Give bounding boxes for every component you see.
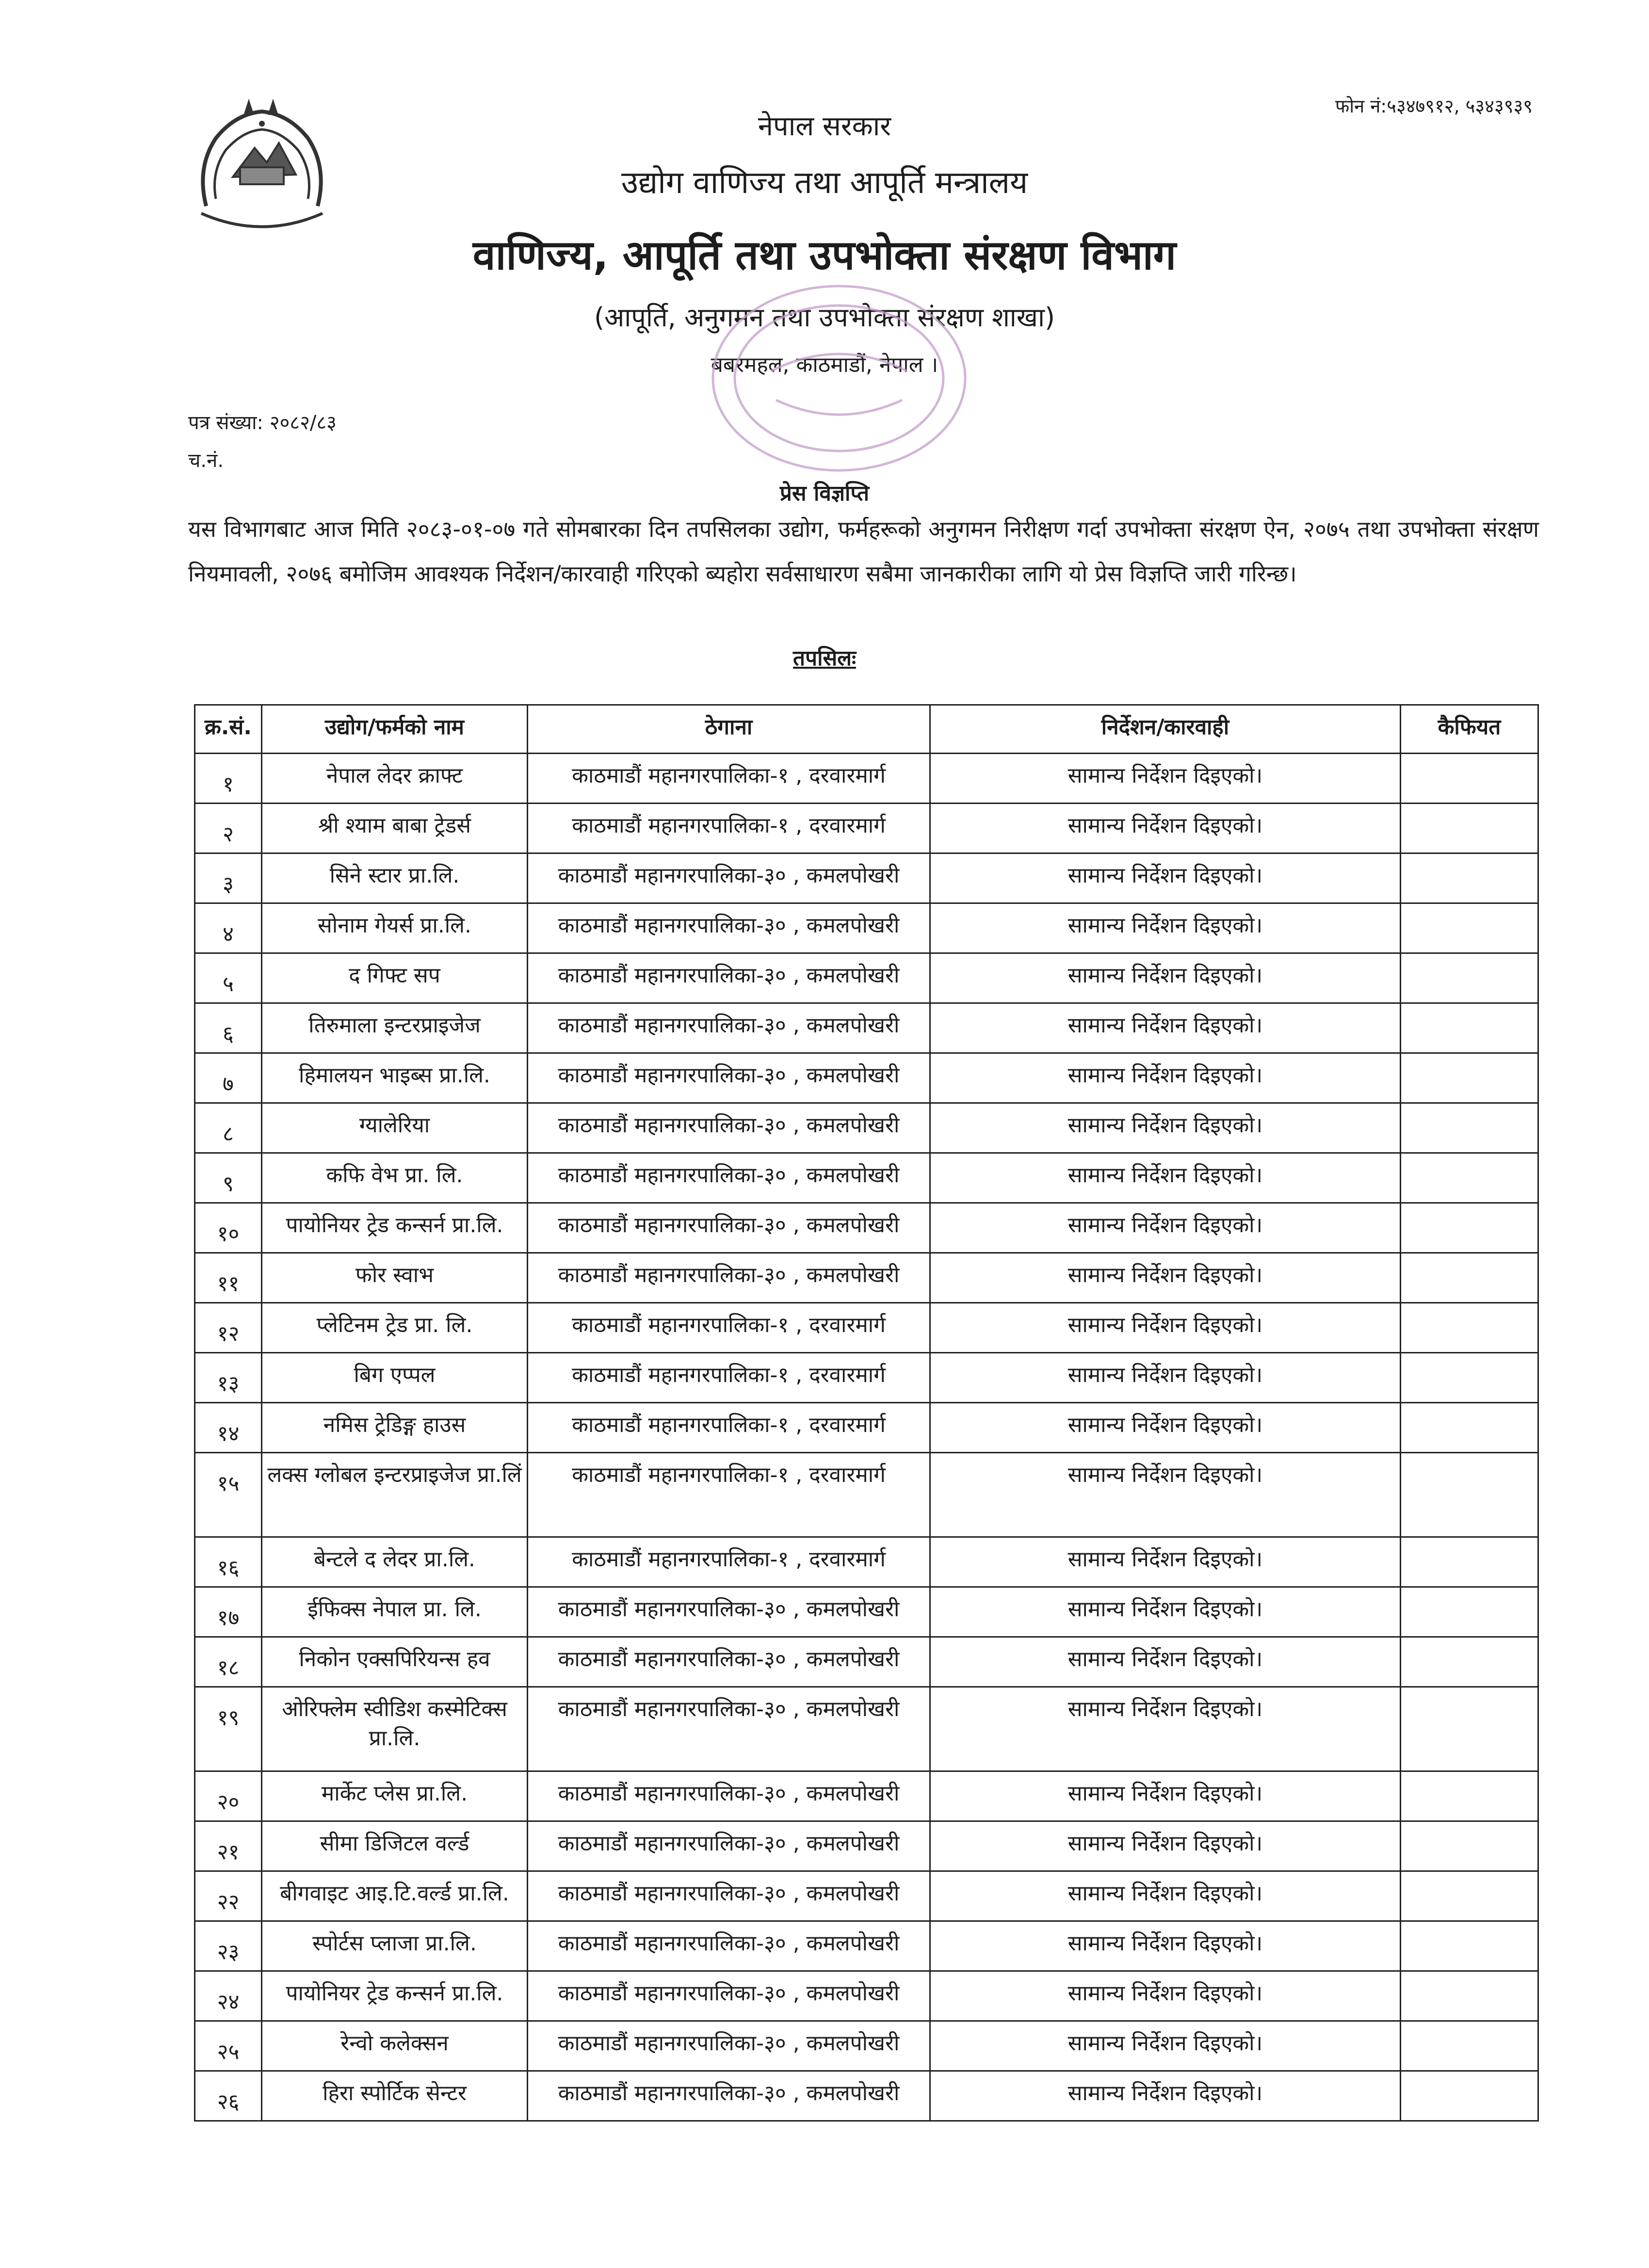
action-cell: सामान्य निर्देशन दिइएको। <box>930 1637 1401 1687</box>
address-cell: काठमाडौं महानगरपालिका-३० , कमलपोखरी <box>528 1003 930 1053</box>
firm-name-cell: सोनाम गेयर्स प्रा.लि. <box>262 903 528 953</box>
remarks-cell <box>1401 1771 1538 1821</box>
table-row <box>195 1153 1538 1203</box>
table-header-row <box>195 705 1538 754</box>
section-name: (आपूर्ति, अनुगमन तथा उपभोक्ता संरक्षण शाखा) <box>594 302 1055 333</box>
remarks-cell <box>1401 1453 1538 1537</box>
serial-cell: १० <box>195 1203 262 1253</box>
action-cell: सामान्य निर्देशन दिइएको। <box>930 804 1401 853</box>
action-cell: सामान्य निर्देशन दिइएको। <box>930 1771 1401 1821</box>
address-cell: काठमाडौं महानगरपालिका-३० , कमलपोखरी <box>528 2071 930 2121</box>
address-cell: काठमाडौं महानगरपालिका-३० , कमलपोखरी <box>528 1053 930 1103</box>
firm-name-cell: हिमालयन भाइब्स प्रा.लि. <box>262 1053 528 1103</box>
address-cell: काठमाडौं महानगरपालिका-३० , कमलपोखरी <box>528 1103 930 1153</box>
serial-cell: ४ <box>195 903 262 953</box>
address-cell: काठमाडौं महानगरपालिका-३० , कमलपोखरी <box>528 1821 930 1871</box>
remarks-cell <box>1401 853 1538 903</box>
table-row <box>195 1453 1538 1537</box>
address-cell: काठमाडौं महानगरपालिका-१ , दरवारमार्ग <box>528 1453 930 1537</box>
firm-name-cell: कफि वेभ प्रा. लि. <box>262 1153 528 1203</box>
remarks-cell <box>1401 1921 1538 1971</box>
serial-cell: ८ <box>195 1103 262 1153</box>
serial-cell: २० <box>195 1771 262 1821</box>
table-row <box>195 953 1538 1003</box>
serial-cell: ६ <box>195 1003 262 1053</box>
remarks-cell <box>1401 1587 1538 1637</box>
schedule-label: तपसिलः <box>793 646 856 671</box>
remarks-cell <box>1401 1303 1538 1353</box>
firm-name-cell: निकोन एक्सपिरियन्स हव <box>262 1637 528 1687</box>
table-row <box>195 1053 1538 1103</box>
table-row <box>195 1203 1538 1253</box>
firm-name-cell: श्री श्याम बाबा ट्रेडर्स <box>262 804 528 853</box>
table-row <box>195 1537 1538 1587</box>
firm-name-cell: पायोनियर ट्रेड कन्सर्न प्रा.लि. <box>262 1971 528 2021</box>
action-cell: सामान्य निर्देशन दिइएको। <box>930 1821 1401 1871</box>
remarks-cell <box>1401 1253 1538 1303</box>
table-row <box>195 853 1538 903</box>
firm-name-cell: स्पोर्टस प्लाजा प्रा.लि. <box>262 1921 528 1971</box>
action-cell: सामान्य निर्देशन दिइएको। <box>930 953 1401 1003</box>
action-cell: सामान्य निर्देशन दिइएको। <box>930 1103 1401 1153</box>
address-cell: काठमाडौं महानगरपालिका-३० , कमलपोखरी <box>528 953 930 1003</box>
remarks-cell <box>1401 1871 1538 1921</box>
remarks-cell <box>1401 1353 1538 1403</box>
firm-name-cell: लक्स ग्लोबल इन्टरप्राइजेज प्रा.लिं <box>262 1453 528 1537</box>
serial-cell: १३ <box>195 1353 262 1403</box>
serial-cell: १२ <box>195 1303 262 1353</box>
action-cell: सामान्य निर्देशन दिइएको। <box>930 1353 1401 1403</box>
address-cell: काठमाडौं महानगरपालिका-३० , कमलपोखरी <box>528 1771 930 1821</box>
table-row <box>195 1353 1538 1403</box>
table-row <box>195 1871 1538 1921</box>
remarks-cell <box>1401 1687 1538 1771</box>
firm-name-cell: नमिस ट्रेडिङ्ग हाउस <box>262 1403 528 1453</box>
action-cell: सामान्य निर्देशन दिइएको। <box>930 1153 1401 1203</box>
action-cell: सामान्य निर्देशन दिइएको। <box>930 1053 1401 1103</box>
firm-name-cell: हिरा स्पोर्टिक सेन्टर <box>262 2071 528 2121</box>
action-cell: सामान्य निर्देशन दिइएको। <box>930 853 1401 903</box>
remarks-cell <box>1401 2071 1538 2121</box>
letter-number: पत्र संख्या: २०८२/८३ <box>188 412 337 434</box>
table-row <box>195 1971 1538 2021</box>
remarks-cell <box>1401 1403 1538 1453</box>
table-row <box>195 1637 1538 1687</box>
firm-name-cell: फोर स्वाभ <box>262 1253 528 1303</box>
serial-cell: १ <box>195 754 262 804</box>
serial-cell: २२ <box>195 1871 262 1921</box>
remarks-cell <box>1401 1003 1538 1053</box>
table-row <box>195 1253 1538 1303</box>
serial-cell: १४ <box>195 1403 262 1453</box>
firm-name-cell: तिरुमाला इन्टरप्राइजेज <box>262 1003 528 1053</box>
address-cell: काठमाडौं महानगरपालिका-३० , कमलपोखरी <box>528 1153 930 1203</box>
action-cell: सामान्य निर्देशन दिइएको। <box>930 1403 1401 1453</box>
address-cell: काठमाडौं महानगरपालिका-३० , कमलपोखरी <box>528 1921 930 1971</box>
serial-cell: २६ <box>195 2071 262 2121</box>
government-name: नेपाल सरकार <box>758 111 891 142</box>
firm-name-cell: ग्यालेरिया <box>262 1103 528 1153</box>
serial-cell: १८ <box>195 1637 262 1687</box>
remarks-cell <box>1401 1103 1538 1153</box>
action-cell: सामान्य निर्देशन दिइएको। <box>930 1921 1401 1971</box>
action-cell: सामान्य निर्देशन दिइएको। <box>930 2071 1401 2121</box>
table-row <box>195 804 1538 853</box>
action-cell: सामान्य निर्देशन दिइएको। <box>930 1303 1401 1353</box>
ministry-name: उद्योग वाणिज्य तथा आपूर्ति मन्त्रालय <box>621 165 1028 201</box>
remarks-cell <box>1401 2021 1538 2071</box>
serial-cell: ९ <box>195 1153 262 1203</box>
table-row <box>195 1103 1538 1153</box>
remarks-cell <box>1401 1821 1538 1871</box>
address-cell: काठमाडौं महानगरपालिका-३० , कमलपोखरी <box>528 1637 930 1687</box>
official-stamp <box>698 274 980 483</box>
serial-cell: २४ <box>195 1971 262 2021</box>
serial-cell: ५ <box>195 953 262 1003</box>
header-action: निर्देशन/कारवाही <box>930 705 1401 754</box>
firm-name-cell: द गिफ्ट सप <box>262 953 528 1003</box>
firm-name-cell: सिने स्टार प्रा.लि. <box>262 853 528 903</box>
remarks-cell <box>1401 804 1538 853</box>
firm-name-cell: बीगवाइट आइ.टि.वर्ल्ड प्रा.लि. <box>262 1871 528 1921</box>
address-cell: काठमाडौं महानगरपालिका-१ , दरवारमार्ग <box>528 1403 930 1453</box>
address-cell: काठमाडौं महानगरपालिका-३० , कमलपोखरी <box>528 1203 930 1253</box>
firm-name-cell: सीमा डिजिटल वर्ल्ड <box>262 1821 528 1871</box>
address-cell: काठमाडौं महानगरपालिका-३० , कमलपोखरी <box>528 2021 930 2071</box>
firm-name-cell: बेन्टले द लेदर प्रा.लि. <box>262 1537 528 1587</box>
address-cell: काठमाडौं महानगरपालिका-१ , दरवारमार्ग <box>528 1303 930 1353</box>
address-cell: काठमाडौं महानगरपालिका-१ , दरवारमार्ग <box>528 1537 930 1587</box>
remarks-cell <box>1401 1637 1538 1687</box>
office-address: बबरमहल, काठमाडौं, नेपाल । <box>711 353 938 377</box>
press-release-title: प्रेस विज्ञप्ति <box>779 481 870 506</box>
remarks-cell <box>1401 1203 1538 1253</box>
address-cell: काठमाडौं महानगरपालिका-३० , कमलपोखरी <box>528 1587 930 1637</box>
action-cell: सामान्य निर्देशन दिइएको। <box>930 1971 1401 2021</box>
action-cell: सामान्य निर्देशन दिइएको। <box>930 1537 1401 1587</box>
serial-cell: २१ <box>195 1821 262 1871</box>
action-cell: सामान्य निर्देशन दिइएको। <box>930 1587 1401 1637</box>
firm-name-cell: पायोनियर ट्रेड कन्सर्न प्रा.लि. <box>262 1203 528 1253</box>
firm-name-cell: नेपाल लेदर क्राफ्ट <box>262 754 528 804</box>
serial-cell: २३ <box>195 1921 262 1971</box>
action-cell: सामान्य निर्देशन दिइएको। <box>930 754 1401 804</box>
table-row <box>195 1303 1538 1353</box>
serial-cell: २ <box>195 804 262 853</box>
action-cell: सामान्य निर्देशन दिइएको। <box>930 1253 1401 1303</box>
address-cell: काठमाडौं महानगरपालिका-३० , कमलपोखरी <box>528 1253 930 1303</box>
firm-name-cell: रेन्वो कलेक्सन <box>262 2021 528 2071</box>
address-cell: काठमाडौं महानगरपालिका-१ , दरवारमार्ग <box>528 754 930 804</box>
firm-name-cell: ओरिफ्लेम स्वीडिश कस्मेटिक्स प्रा.लि. <box>262 1687 528 1771</box>
serial-cell: १९ <box>195 1687 262 1771</box>
serial-cell: १६ <box>195 1537 262 1587</box>
remarks-cell <box>1401 1053 1538 1103</box>
table-row <box>195 1687 1538 1771</box>
header-address: ठेगाना <box>528 705 930 754</box>
header-remarks: कैफियत <box>1401 705 1538 754</box>
address-cell: काठमाडौं महानगरपालिका-३० , कमलपोखरी <box>528 1871 930 1921</box>
table-row <box>195 1921 1538 1971</box>
table-row <box>195 1403 1538 1453</box>
table-row <box>195 903 1538 953</box>
serial-cell: १७ <box>195 1587 262 1637</box>
action-cell: सामान्य निर्देशन दिइएको। <box>930 1453 1401 1537</box>
press-release-body: यस विभागबाट आज मिति २०८३-०१-०७ गते सोमबारका दिन तपसिलका उद्योग, फर्महरूको अनुगमन निरीक्षण गर्दा उपभोक्ता संरक्षण ऐन, २०७५ तथा उपभोक्ता संरक्षण नियमावली, २०७६ बमोजिम आवश्यक निर्देशन/कारवाही गरिएको ब्यहोरा सर्वसाधारण सबैमा जानकारीका लागि यो प्रेस विज्ञप्ति जारी गरिन्छ। <box>188 516 1539 587</box>
action-cell: सामान्य निर्देशन दिइएको। <box>930 1203 1401 1253</box>
department-name: वाणिज्य, आपूर्ति तथा उपभोक्ता संरक्षण विभाग <box>472 231 1177 279</box>
address-cell: काठमाडौं महानगरपालिका-३० , कमलपोखरी <box>528 853 930 903</box>
address-cell: काठमाडौं महानगरपालिका-१ , दरवारमार्ग <box>528 804 930 853</box>
firm-name-cell: मार्केट प्लेस प्रा.लि. <box>262 1771 528 1821</box>
inspection-table <box>194 704 1539 2122</box>
firm-name-cell: बिग एप्पल <box>262 1353 528 1403</box>
remarks-cell <box>1401 953 1538 1003</box>
address-cell: काठमाडौं महानगरपालिका-३० , कमलपोखरी <box>528 1971 930 2021</box>
action-cell: सामान्य निर्देशन दिइएको। <box>930 1871 1401 1921</box>
firm-name-cell: ईफिक्स नेपाल प्रा. लि. <box>262 1587 528 1637</box>
remarks-cell <box>1401 903 1538 953</box>
header-firm-name: उद्योग/फर्मको नाम <box>262 705 528 754</box>
serial-cell: २५ <box>195 2021 262 2071</box>
serial-cell: ११ <box>195 1253 262 1303</box>
serial-cell: ७ <box>195 1053 262 1103</box>
table-row <box>195 1003 1538 1053</box>
address-cell: काठमाडौं महानगरपालिका-३० , कमलपोखरी <box>528 1687 930 1771</box>
header-serial: क्र.सं. <box>195 705 262 754</box>
table-row <box>195 1821 1538 1871</box>
remarks-cell <box>1401 1537 1538 1587</box>
action-cell: सामान्य निर्देशन दिइएको। <box>930 1687 1401 1771</box>
action-cell: सामान्य निर्देशन दिइएको। <box>930 903 1401 953</box>
table-row <box>195 2071 1538 2121</box>
firm-name-cell: प्लेटिनम ट्रेड प्रा. लि. <box>262 1303 528 1353</box>
remarks-cell <box>1401 754 1538 804</box>
address-cell: काठमाडौं महानगरपालिका-३० , कमलपोखरी <box>528 903 930 953</box>
address-cell: काठमाडौं महानगरपालिका-१ , दरवारमार्ग <box>528 1353 930 1403</box>
dispatch-number: च.नं. <box>188 450 224 472</box>
table-row <box>195 1587 1538 1637</box>
table-row <box>195 754 1538 804</box>
action-cell: सामान्य निर्देशन दिइएको। <box>930 1003 1401 1053</box>
table-row <box>195 1771 1538 1821</box>
serial-cell: ३ <box>195 853 262 903</box>
serial-cell: १५ <box>195 1453 262 1537</box>
table-row <box>195 2021 1538 2071</box>
remarks-cell <box>1401 1971 1538 2021</box>
phone-number: फोन नं:५३४७९१२, ५३४३९३९ <box>1335 96 1533 117</box>
action-cell: सामान्य निर्देशन दिइएको। <box>930 2021 1401 2071</box>
remarks-cell <box>1401 1153 1538 1203</box>
